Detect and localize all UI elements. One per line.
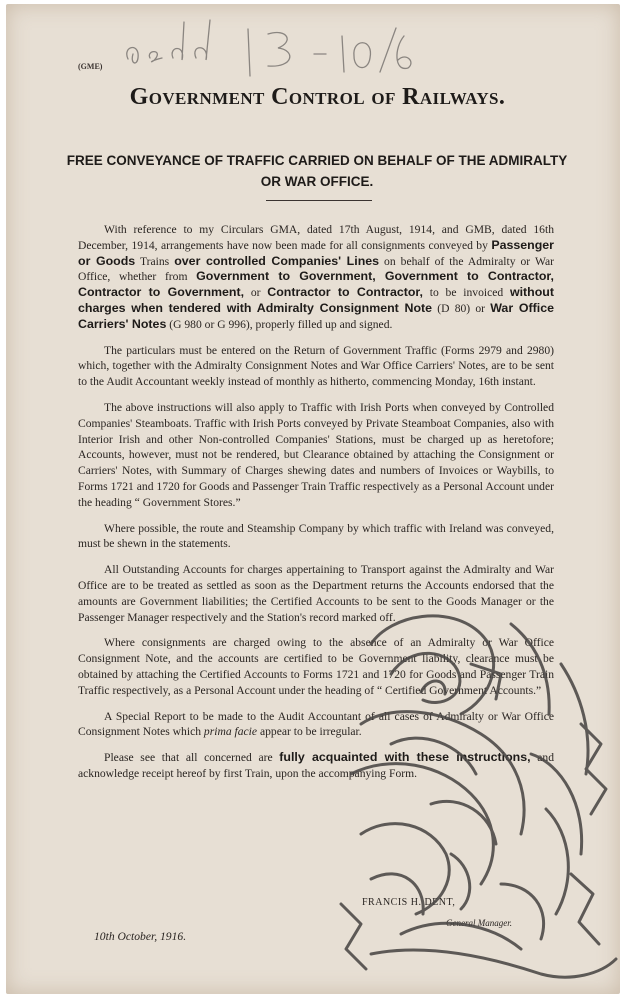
paragraph-text: Where consignments are charged owing to the absence of an Admiralty or War Office Consignment Note, and the accounts are certified to be Government liability, clearance must be obtained by attaching the Certified Accounts to Forms 1721 and 1720 for Goods and Passenger Train Traffic respectively, as a Personal Account under the heading of “ Certified Government Accounts.” [78,636,554,697]
paragraph-text: Where possible, the route and Steamship Company by which traffic with Ireland was conveyed, must be shewn in the statements. [78,521,554,551]
title-divider [266,200,372,201]
paragraph-text: (D 80) or [432,301,491,315]
paragraph-text: or [244,286,268,300]
emphasis-text: over controlled Companies' Lines [174,253,380,268]
body-paragraph [78,400,554,511]
signature-title: General Manager. [446,918,512,928]
paragraph-text: Please see that all concerned are [104,751,280,765]
paragraph-text: The above instructions will also apply to Traffic with Irish Ports when conveyed by Controlled Companies' Steamboats. Traffic with Irish Ports conveyed by Private Steamboat Companies, also with Interior Irish and other Non-controlled Companies' Stations, must be charged up as heretofore; Accounts, however, must not be rendered, but Clearance obtained by attaching the Consignment or Carriers' Notes, with Summary of Charges shewing dates and numbers of Invoices or Waybills, to Forms 1721 and 1720 for Goods and Passenger Train Traffic respectively as a Personal Account under the heading “ Government Stores.” [78,400,554,509]
paragraph-text: and acknowledge receipt hereof by first Train, upon the accompanying Form. [78,751,554,780]
date-text: 10th October, 1916. [94,930,187,943]
document-subtitle: FREE CONVEYANCE OF TRAFFIC CARRIED ON BEHALF OF THE ADMIRALTY OR WAR OFFICE. [66,153,568,189]
paragraph-text: Trains [135,254,175,268]
paragraph-text: A Special Report to be made to the Audit Accountant of all cases of Admiralty or War Office Consignment Notes which [78,709,554,739]
censor-stamp-overlay [331,604,620,994]
paragraph-text: on behalf of the Admiralty or War Office, whether from [78,254,554,284]
body-paragraph [78,222,554,333]
emphasis-text: fully acquainted with these instructions, [279,750,531,765]
emphasis-text: Passenger or Goods [78,237,554,268]
handwritten-annotation [118,14,418,94]
emphasis-text: Contractor to Contractor, [267,285,423,300]
emphasis-text: War Office Carriers' Notes [78,300,554,331]
paragraph-text: appear to be irregular. [257,725,362,739]
document-date [94,930,186,943]
paragraph-text: prima facie [203,725,258,739]
paragraph-text: to be invoiced [423,286,510,300]
paragraph-text: The particulars must be entered on the Return of Government Traffic (Forms 2979 and 2980) which, together with the Admiralty Consignment Notes and War Office Carriers' Notes, are to be sent to the Audit Accountant weekly instead of monthly as hitherto, commencing Monday, 16th instant. [78,343,554,389]
document-sheet [6,4,620,994]
emphasis-text: without charges when tendered with Admiralty Consignment Note [78,285,554,315]
emphasis-text: Government to Government, Government to Contractor, Contractor to Government, [78,269,554,300]
signature-name: FRANCIS H. DENT, [362,897,456,908]
document-title: Government Control of Railways. [129,84,506,110]
body-paragraph [78,343,554,390]
body-paragraph [78,521,554,553]
paragraph-text: (G 980 or G 996), properly filled up and signed. [166,317,393,331]
paragraph-text: All Outstanding Accounts for charges appertaining to Transport against the Admiralty and War Office are to be treated as settled as soon as the Department returns the Accounts endorsed that the amounts are Government liabilities; the Certified Accounts to be sent to the Goods Manager or the Passenger Manager respectively and the Station's record marked off. [78,563,554,624]
paragraph-text: With reference to my Circulars GMA, dated 17th August, 1914, and GMB, dated 16th December, 1914, arrangements have now been made for all consignments conveyed by [78,223,554,252]
form-code: (GME) [78,62,103,71]
